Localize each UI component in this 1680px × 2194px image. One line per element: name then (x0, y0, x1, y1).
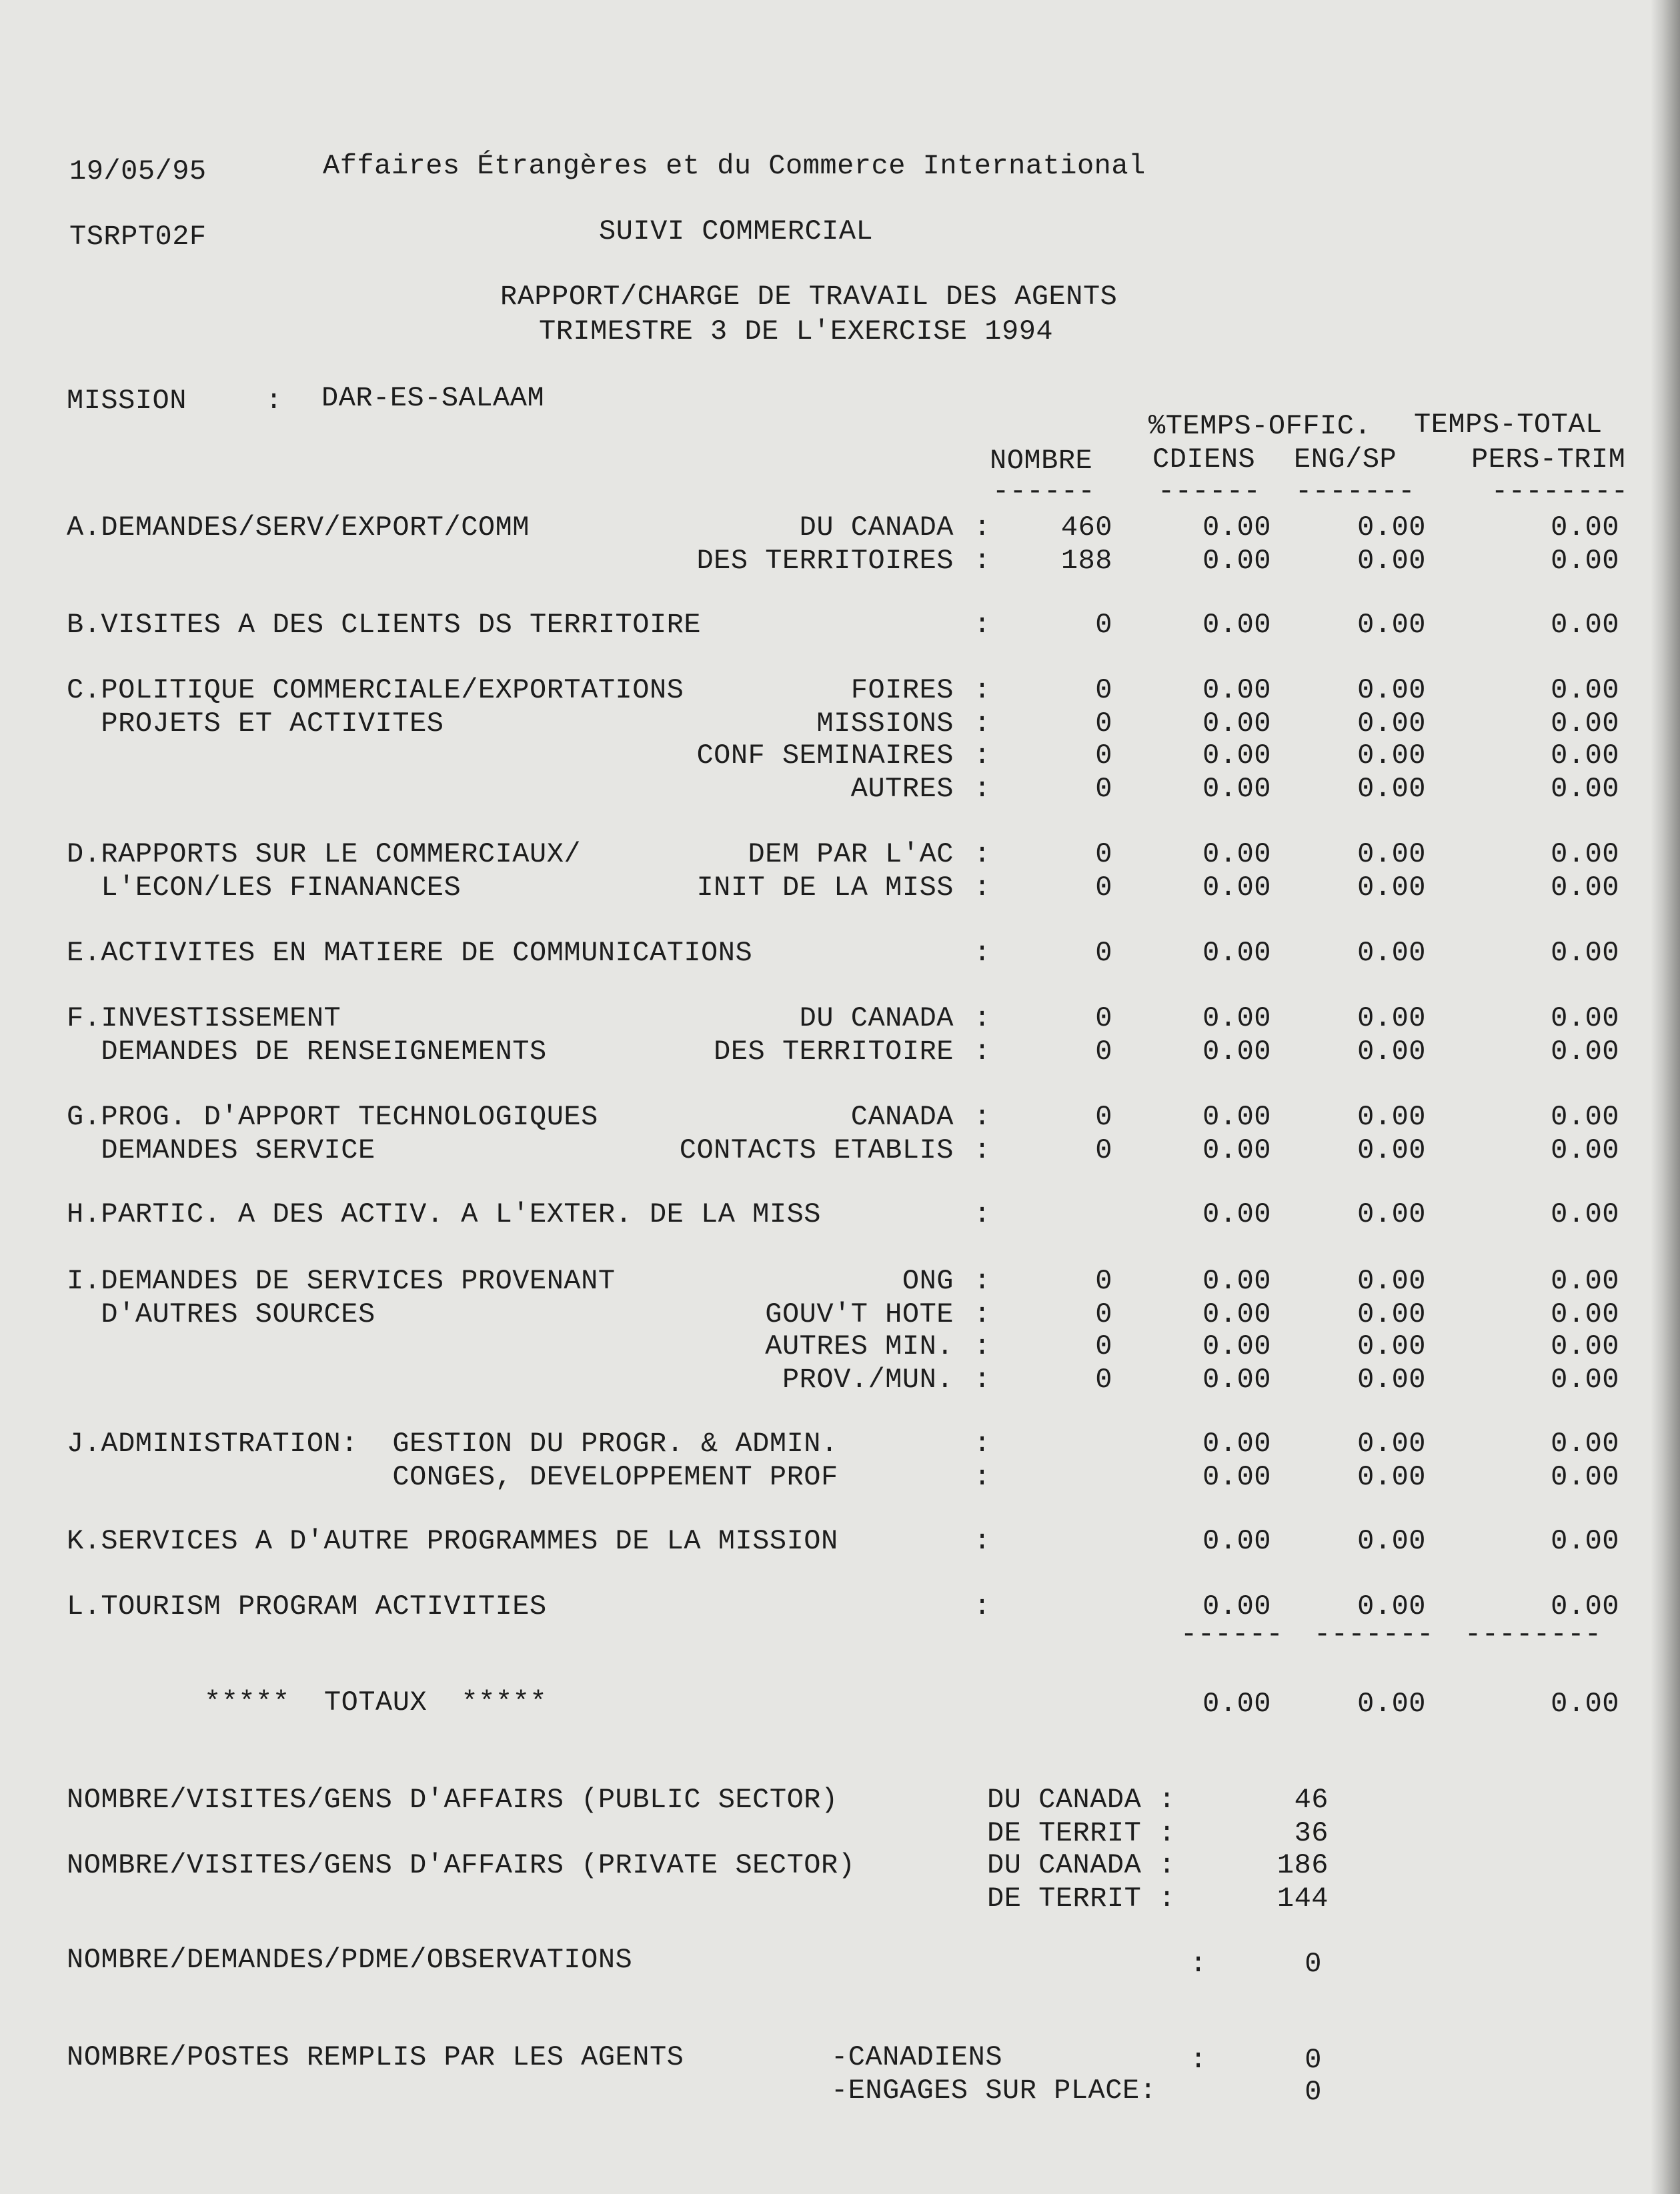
row-colon: : (974, 674, 991, 706)
cell-engsp: 0.00 (1357, 1590, 1426, 1622)
row-sublabel: AUTRES MIN. (765, 1330, 954, 1362)
cell-cdiens: 0.00 (1202, 1265, 1271, 1297)
cell-engsp: 0.00 (1357, 545, 1426, 577)
postes-engages-value: 0 (1305, 2076, 1322, 2108)
total-engsp: 0.00 (1357, 1688, 1426, 1720)
row-colon: : (974, 1461, 991, 1493)
total-pers-trim: 0.00 (1551, 1688, 1619, 1720)
report-code: TSRPT02F (69, 221, 207, 253)
cell-nombre: 0 (1095, 1330, 1112, 1362)
cell-nombre: 0 (1095, 1265, 1112, 1297)
cell-cdiens: 0.00 (1202, 1330, 1271, 1362)
row-label: DEMANDES SERVICE (67, 1134, 375, 1166)
totals-label: ***** TOTAUX ***** (204, 1687, 548, 1719)
demandes-label: NOMBRE/DEMANDES/PDME/OBSERVATIONS (67, 1944, 633, 1976)
dash-cdiens: ------ (1158, 475, 1261, 507)
demandes-colon: : (1190, 1948, 1207, 1980)
row-sublabel: DES TERRITOIRE (714, 1036, 954, 1068)
cell-engsp: 0.00 (1357, 1198, 1426, 1230)
cell-pers-trim: 0.00 (1551, 1364, 1619, 1396)
cell-engsp: 0.00 (1357, 511, 1426, 543)
cell-engsp: 0.00 (1357, 1298, 1426, 1330)
cell-cdiens: 0.00 (1202, 1134, 1271, 1166)
cell-cdiens: 0.00 (1202, 937, 1271, 969)
row-colon: : (974, 838, 991, 870)
cell-pers-trim: 0.00 (1551, 1525, 1619, 1557)
cell-pers-trim: 0.00 (1551, 1330, 1619, 1362)
row-sublabel: GOUV'T HOTE (765, 1298, 954, 1330)
cell-cdiens: 0.00 (1202, 609, 1271, 641)
row-colon: : (974, 1265, 991, 1297)
row-sublabel: AUTRES (850, 773, 954, 805)
cell-nombre: 0 (1095, 740, 1112, 772)
col-header-nombre: NOMBRE (990, 445, 1093, 477)
cell-cdiens: 0.00 (1202, 511, 1271, 543)
visits-origin: DU CANADA : (987, 1849, 1176, 1881)
row-sublabel: INIT DE LA MISS (696, 872, 954, 904)
visits-label: NOMBRE/VISITES/GENS D'AFFAIRS (PUBLIC SECTOR) (67, 1784, 838, 1816)
cell-cdiens: 0.00 (1202, 1461, 1271, 1493)
row-label: DEMANDES DE RENSEIGNEMENTS (67, 1036, 547, 1068)
dash-nombre: ------ (992, 475, 1096, 507)
row-sublabel: DES TERRITOIRES (696, 545, 954, 577)
cell-engsp: 0.00 (1357, 773, 1426, 805)
cell-cdiens: 0.00 (1202, 1101, 1271, 1133)
row-colon: : (974, 1364, 991, 1396)
cell-nombre: 0 (1095, 674, 1112, 706)
row-colon: : (974, 1036, 991, 1068)
cell-engsp: 0.00 (1357, 1364, 1426, 1396)
cell-nombre: 188 (1060, 545, 1112, 577)
cell-pers-trim: 0.00 (1551, 1298, 1619, 1330)
total-dash-pers-trim: -------- (1465, 1618, 1602, 1651)
cell-nombre: 0 (1095, 872, 1112, 904)
postes-engages: -ENGAGES SUR PLACE: (831, 2075, 1157, 2107)
cell-pers-trim: 0.00 (1551, 838, 1619, 870)
visits-label: NOMBRE/VISITES/GENS D'AFFAIRS (PRIVATE SECTOR) (67, 1849, 856, 1881)
cell-engsp: 0.00 (1357, 1330, 1426, 1362)
row-colon: : (974, 872, 991, 904)
cell-nombre: 0 (1095, 1036, 1112, 1068)
visits-origin: DE TERRIT : (987, 1817, 1176, 1849)
row-sublabel: DEM PAR L'AC (748, 838, 954, 870)
row-label: I.DEMANDES DE SERVICES PROVENANT (67, 1265, 616, 1297)
row-label: B.VISITES A DES CLIENTS DS TERRITOIRE (67, 609, 702, 641)
row-colon: : (974, 1198, 991, 1230)
cell-cdiens: 0.00 (1202, 1002, 1271, 1034)
row-label: F.INVESTISSEMENT (67, 1002, 341, 1034)
cell-engsp: 0.00 (1357, 1101, 1426, 1133)
col-header-temps-total: TEMPS-TOTAL (1414, 409, 1603, 441)
cell-pers-trim: 0.00 (1551, 773, 1619, 805)
cell-engsp: 0.00 (1357, 609, 1426, 641)
cell-nombre: 0 (1095, 773, 1112, 805)
cell-cdiens: 0.00 (1202, 1364, 1271, 1396)
row-label: L'ECON/LES FINANANCES (67, 872, 462, 904)
cell-cdiens: 0.00 (1202, 1298, 1271, 1330)
visits-origin: DE TERRIT : (987, 1883, 1176, 1915)
row-sublabel: PROV./MUN. (782, 1364, 954, 1396)
cell-cdiens: 0.00 (1202, 545, 1271, 577)
cell-cdiens: 0.00 (1202, 1525, 1271, 1557)
visits-value: 186 (1277, 1849, 1329, 1881)
row-colon: : (974, 1428, 991, 1460)
row-colon: : (974, 1134, 991, 1166)
page-edge-shadow (1651, 0, 1680, 2194)
dash-engsp: ------- (1295, 475, 1415, 507)
cell-cdiens: 0.00 (1202, 1198, 1271, 1230)
cell-cdiens: 0.00 (1202, 674, 1271, 706)
row-colon: : (974, 545, 991, 577)
cell-cdiens: 0.00 (1202, 872, 1271, 904)
report-title: RAPPORT/CHARGE DE TRAVAIL DES AGENTS (500, 281, 1118, 313)
cell-cdiens: 0.00 (1202, 773, 1271, 805)
cell-engsp: 0.00 (1357, 1134, 1426, 1166)
row-sublabel: CONF SEMINAIRES (696, 740, 954, 772)
cell-pers-trim: 0.00 (1551, 1198, 1619, 1230)
cell-cdiens: 0.00 (1202, 1590, 1271, 1622)
row-sublabel: ONG (902, 1265, 954, 1297)
report-date: 19/05/95 (69, 155, 207, 187)
cell-nombre: 0 (1095, 1364, 1112, 1396)
row-label: J.ADMINISTRATION: GESTION DU PROGR. & ADMIN. (67, 1428, 838, 1460)
visits-value: 36 (1294, 1817, 1329, 1849)
cell-pers-trim: 0.00 (1551, 1134, 1619, 1166)
cell-cdiens: 0.00 (1202, 838, 1271, 870)
cell-pers-trim: 0.00 (1551, 740, 1619, 772)
row-label: H.PARTIC. A DES ACTIV. A L'EXTER. DE LA MISS (67, 1198, 821, 1230)
cell-pers-trim: 0.00 (1551, 1461, 1619, 1493)
cell-engsp: 0.00 (1357, 937, 1426, 969)
cell-pers-trim: 0.00 (1551, 1590, 1619, 1622)
cell-engsp: 0.00 (1357, 838, 1426, 870)
col-header-engsp: ENG/SP (1294, 443, 1397, 475)
demandes-value: 0 (1305, 1948, 1322, 1980)
cell-nombre: 0 (1095, 708, 1112, 740)
department-name: Affaires Étrangères et du Commerce International (323, 150, 1146, 182)
row-colon: : (974, 609, 991, 641)
row-colon: : (974, 1525, 991, 1557)
row-colon: : (974, 1002, 991, 1034)
cell-nombre: 460 (1060, 511, 1112, 543)
row-colon: : (974, 1298, 991, 1330)
cell-cdiens: 0.00 (1202, 708, 1271, 740)
row-label: PROJETS ET ACTIVITES (67, 708, 444, 740)
col-header-pers-trim: PERS-TRIM (1471, 443, 1626, 475)
visits-origin: DU CANADA : (987, 1784, 1176, 1816)
row-colon: : (974, 1590, 991, 1622)
row-colon: : (974, 1330, 991, 1362)
cell-engsp: 0.00 (1357, 872, 1426, 904)
total-dash-cdiens: ------ (1180, 1618, 1284, 1651)
col-header-cdiens: CDIENS (1152, 443, 1256, 475)
cell-engsp: 0.00 (1357, 1428, 1426, 1460)
cell-cdiens: 0.00 (1202, 1428, 1271, 1460)
cell-cdiens: 0.00 (1202, 740, 1271, 772)
row-colon: : (974, 773, 991, 805)
row-sublabel: CONTACTS ETABLIS (679, 1134, 954, 1166)
cell-engsp: 0.00 (1357, 1525, 1426, 1557)
cell-nombre: 0 (1095, 609, 1112, 641)
system-name: SUIVI COMMERCIAL (599, 215, 874, 247)
row-sublabel: DU CANADA (799, 1002, 954, 1034)
cell-nombre: 0 (1095, 1298, 1112, 1330)
cell-nombre: 0 (1095, 937, 1112, 969)
col-header-pct-offic: %TEMPS-OFFIC. (1148, 410, 1372, 442)
cell-nombre: 0 (1095, 1002, 1112, 1034)
cell-pers-trim: 0.00 (1551, 1265, 1619, 1297)
row-label: D'AUTRES SOURCES (67, 1298, 375, 1330)
cell-engsp: 0.00 (1357, 740, 1426, 772)
cell-engsp: 0.00 (1357, 674, 1426, 706)
cell-engsp: 0.00 (1357, 708, 1426, 740)
visits-value: 46 (1294, 1784, 1329, 1816)
cell-nombre: 0 (1095, 838, 1112, 870)
postes-label: NOMBRE/POSTES REMPLIS PAR LES AGENTS (67, 2041, 684, 2073)
row-colon: : (974, 708, 991, 740)
row-label: E.ACTIVITES EN MATIERE DE COMMUNICATIONS (67, 937, 753, 969)
row-colon: : (974, 740, 991, 772)
visits-value: 144 (1277, 1883, 1329, 1915)
row-colon: : (974, 937, 991, 969)
total-cdiens: 0.00 (1202, 1688, 1271, 1720)
row-colon: : (974, 511, 991, 543)
dash-pers-trim: -------- (1491, 475, 1629, 507)
cell-pers-trim: 0.00 (1551, 1101, 1619, 1133)
cell-pers-trim: 0.00 (1551, 511, 1619, 543)
cell-pers-trim: 0.00 (1551, 872, 1619, 904)
cell-pers-trim: 0.00 (1551, 1036, 1619, 1068)
cell-pers-trim: 0.00 (1551, 545, 1619, 577)
cell-engsp: 0.00 (1357, 1461, 1426, 1493)
cell-nombre: 0 (1095, 1134, 1112, 1166)
row-label: L.TOURISM PROGRAM ACTIVITIES (67, 1590, 547, 1622)
row-sublabel: CANADA (850, 1101, 954, 1133)
cell-pers-trim: 0.00 (1551, 1428, 1619, 1460)
row-label: CONGES, DEVELOPPEMENT PROF (67, 1461, 838, 1493)
row-sublabel: DU CANADA (799, 511, 954, 543)
cell-engsp: 0.00 (1357, 1036, 1426, 1068)
cell-pers-trim: 0.00 (1551, 708, 1619, 740)
cell-nombre: 0 (1095, 1101, 1112, 1133)
cell-pers-trim: 0.00 (1551, 674, 1619, 706)
mission-sep: : (265, 385, 283, 417)
postes-canadiens: -CANADIENS (831, 2041, 1003, 2073)
cell-pers-trim: 0.00 (1551, 937, 1619, 969)
cell-pers-trim: 0.00 (1551, 1002, 1619, 1034)
cell-pers-trim: 0.00 (1551, 609, 1619, 641)
row-label: D.RAPPORTS SUR LE COMMERCIAUX/ (67, 838, 582, 870)
cell-engsp: 0.00 (1357, 1265, 1426, 1297)
row-label: G.PROG. D'APPORT TECHNOLOGIQUES (67, 1101, 598, 1133)
row-label: C.POLITIQUE COMMERCIALE/EXPORTATIONS (67, 674, 684, 706)
postes-canadiens-colon: : (1190, 2044, 1207, 2076)
row-sublabel: MISSIONS (816, 708, 954, 740)
cell-cdiens: 0.00 (1202, 1036, 1271, 1068)
postes-canadiens-value: 0 (1305, 2044, 1322, 2076)
row-label: A.DEMANDES/SERV/EXPORT/COMM (67, 511, 530, 543)
row-label: K.SERVICES A D'AUTRE PROGRAMMES DE LA MISSION (67, 1525, 838, 1557)
row-sublabel: FOIRES (850, 674, 954, 706)
cell-engsp: 0.00 (1357, 1002, 1426, 1034)
mission-value: DAR-ES-SALAAM (321, 382, 545, 414)
total-dash-engsp: ------- (1314, 1618, 1434, 1651)
mission-label: MISSION (67, 385, 187, 417)
report-period: TRIMESTRE 3 DE L'EXERCISE 1994 (539, 315, 1054, 347)
row-colon: : (974, 1101, 991, 1133)
